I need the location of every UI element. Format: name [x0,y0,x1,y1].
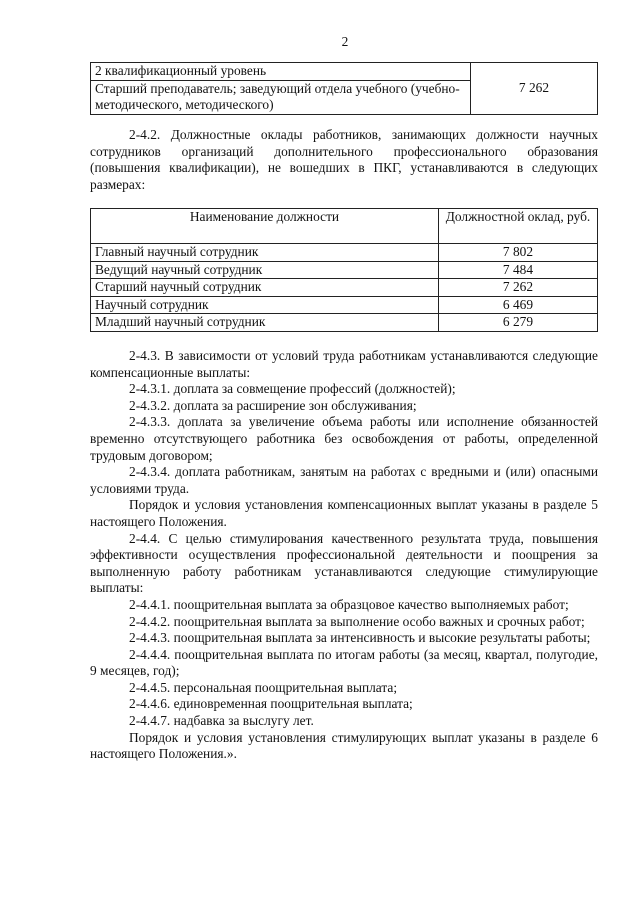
paragraph: Порядок и условия установления компенсационных выплат указаны в разделе 5 настоящего Положения. [90,497,598,529]
header-salary: Должностной оклад, руб. [439,209,598,244]
paragraph: 2-4.3.2. доплата за расширение зон обслуживания; [129,397,417,413]
qualification-level: 2 квалификационный уровень [91,63,471,81]
position-name: Научный сотрудник [91,296,439,314]
position-salary: 7 484 [439,261,598,279]
position-name: Ведущий научный сотрудник [91,261,439,279]
position-salary: 6 279 [439,314,598,332]
header-position-name: Наименование должности [91,209,439,244]
paragraph: 2-4.4.2. поощрительная выплата за выполнение особо важных и срочных работ; [129,613,585,629]
position-name: Младший научный сотрудник [91,314,439,332]
paragraph: 2-4.3.1. доплата за совмещение профессий (должностей); [129,381,456,397]
paragraph: 2-4.3. В зависимости от условий труда работникам устанавливаются следующие компенсационные выплаты: [90,348,598,380]
qualification-table [90,62,598,115]
paragraph: Порядок и условия установления стимулирующих выплат указаны в разделе 6 настоящего Положения.». [90,729,598,762]
position-name: Старший научный сотрудник [91,279,439,297]
qualification-position: Старший преподаватель; заведующий отдела учебного (учебно-методического, методического) [91,80,471,114]
paragraph: 2-4.4. С целью стимулирования качественного результата труда, повышения эффективности осуществления профессиональной деятельности и поощрения за выполненную работу работникам устанавливаются следующие стимулирующие выплаты: [90,530,598,596]
table-row [91,261,598,279]
paragraph: 2-4.4.6. единовременная поощрительная выплата; [129,696,413,712]
table-row [91,314,598,332]
position-salary: 6 469 [439,296,598,314]
main-text [90,348,598,763]
paragraph: 2-4.3.3. доплата за увеличение объема работы или исполнение обязанностей временно отсутствующего работника без освобождения от работы, определенной трудовым договором; [90,414,598,463]
paragraph: 2-4.4.7. надбавка за выслугу лет. [129,713,314,729]
table-row [91,296,598,314]
paragraph: 2-4.4.4. поощрительная выплата по итогам работы (за месяц, квартал, полугодие, 9 месяцев, год); [90,646,598,679]
salary-table [90,208,598,332]
page-number: 2 [341,34,349,49]
table-row [91,279,598,297]
position-salary: 7 802 [439,244,598,262]
paragraph: 2-4.4.3. поощрительная выплата за интенсивность и высокие результаты работы; [129,630,591,646]
paragraph-2-4-2-block [90,127,598,193]
paragraph-2-4-2: 2-4.2. Должностные оклады работников, занимающих должности научных сотрудников организаций дополнительного профессионального образования (повышения квалификации), не вошедших в ПКГ, устанавливаются в следующих размерах: [90,127,598,192]
paragraph: 2-4.3.4. доплата работникам, занятым на работах с вредными и (или) опасными условиями труда. [90,464,598,496]
paragraph: 2-4.4.1. поощрительная выплата за образцовое качество выполняемых работ; [129,596,569,612]
qualification-salary: 7 262 [471,63,598,115]
position-salary: 7 262 [439,279,598,297]
position-name: Главный научный сотрудник [91,244,439,262]
paragraph: 2-4.4.5. персональная поощрительная выплата; [129,679,398,695]
table-row [91,244,598,262]
